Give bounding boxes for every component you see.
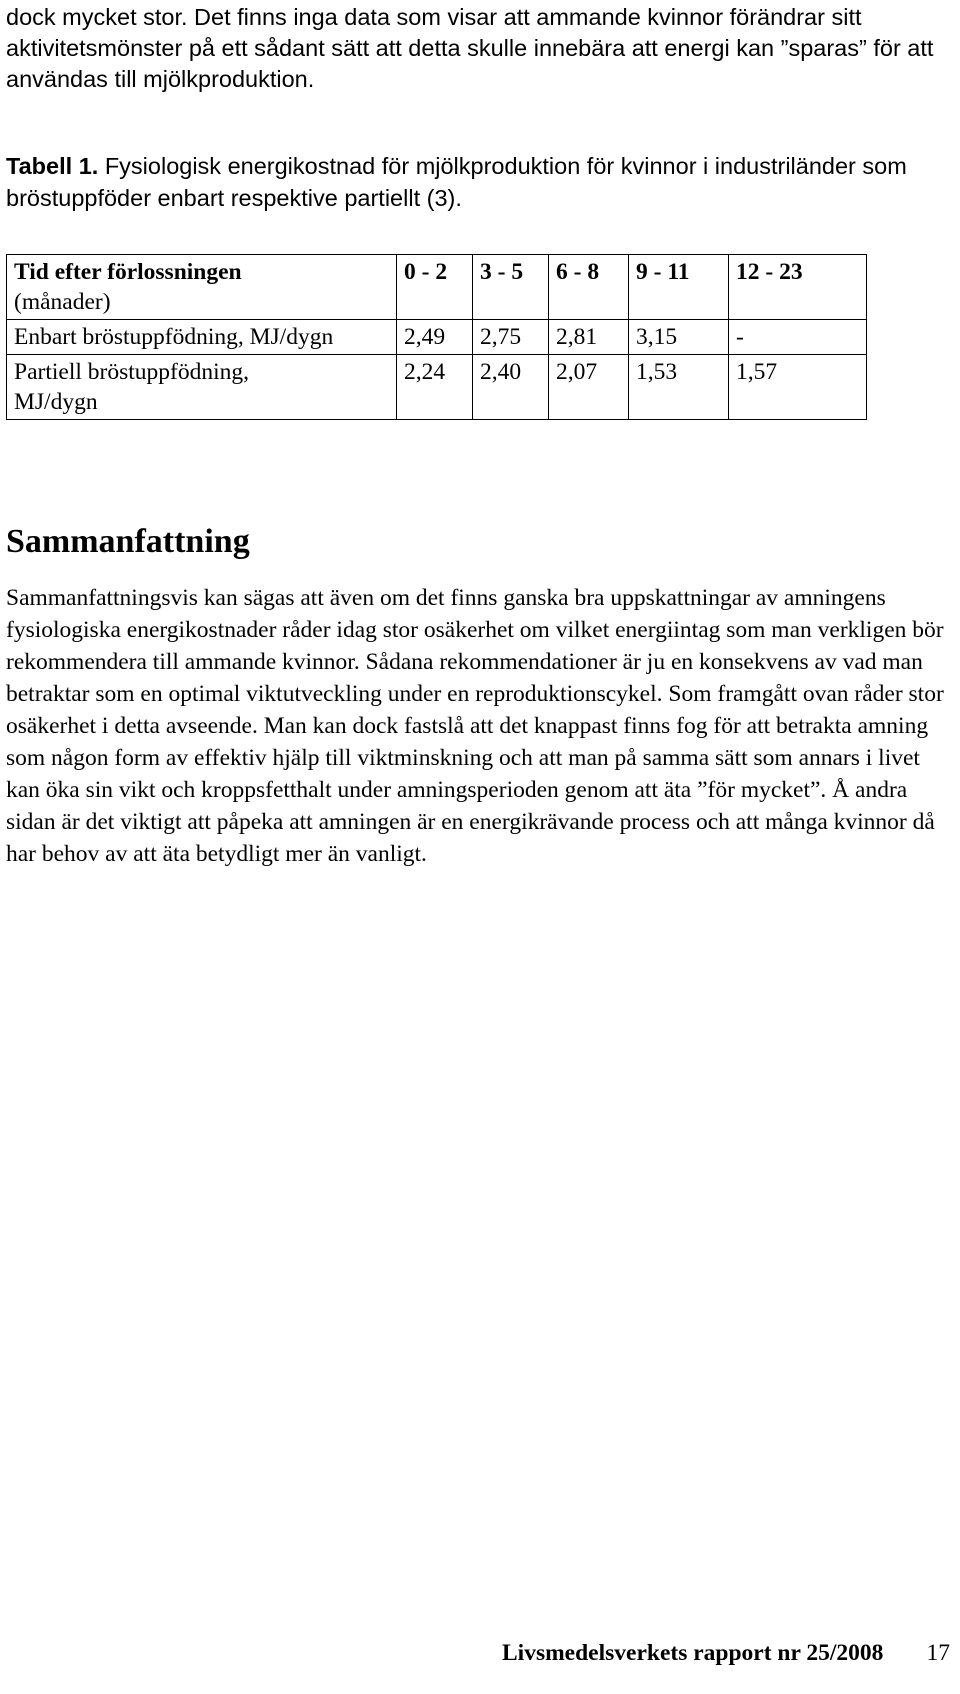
table-cell: 1,53 [629,355,729,420]
table-cell: 2,40 [473,355,549,420]
energy-cost-table [6,254,867,420]
table-cell: 2,49 [397,320,473,355]
table-cell: 2,81 [549,320,629,355]
header-column: 0 - 2 [397,255,473,320]
row-label: Enbart bröstuppfödning, MJ/dygn [7,320,397,355]
table-row [7,355,867,420]
footer-report-title: Livsmedelsverkets rapport nr 25/2008 [502,1640,884,1666]
header-column: 6 - 8 [549,255,629,320]
table-cell: - [729,320,867,355]
header-column: 12 - 23 [729,255,867,320]
table-cell: 2,75 [473,320,549,355]
intro-paragraph: dock mycket stor. Det finns inga data som visar att ammande kvinnor förändrar sitt aktivitetsmönster på ett sådant sätt att detta skulle innebära att energi kan ”sparas” för att användas till mjölkproduktion. [6,4,934,92]
header-time-label-bold: Tid efter förlossningen [14,259,242,285]
table-caption-label: Tabell 1. [6,153,99,179]
table-cell: 1,57 [729,355,867,420]
header-time-label-unit: (månader) [14,289,111,315]
table-cell: 3,15 [629,320,729,355]
header-column: 3 - 5 [473,255,549,320]
table-cell: 2,24 [397,355,473,420]
page-number: 17 [926,1640,950,1666]
table-cell: 2,07 [549,355,629,420]
summary-paragraph: Sammanfattningsvis kan sägas att även om det finns ganska bra uppskattningar av amningens fysiologiska energikostnader råder idag stor osäkerhet om vilket energiintag som man verkligen bör rekommendera till ammande kvinnor. Sådana rekommendationer är ju en konsekvens av vad man betraktar som en optimal viktutveckling under en reproduktionscykel. Som framgått ovan råder stor osäkerhet i detta avseende. Man kan dock fastslå att det knappast finns fog för att betrakta amning som någon form av effektiv hjälp till viktminskning och att man på samma sätt som annars i livet kan öka sin vikt och kroppsfetthalt under amningsperioden genom att äta ”för mycket”. Å andra sidan är det viktigt att påpeka att amningen är en energikrävande process och att många kvinnor då har behov av att äta betydligt mer än vanligt. [6,585,944,867]
header-column: 9 - 11 [629,255,729,320]
table-caption-text: Fysiologisk energikostnad för mjölkproduktion för kvinnor i industriländer som bröstuppföder enbart respektive partiellt (3). [6,153,907,211]
row-label: Partiell bröstuppfödning, MJ/dygn [7,355,397,420]
header-time-label [7,255,397,320]
section-heading: Sammanfattning [6,523,250,560]
table-caption [6,150,951,214]
table-row [7,320,867,355]
table-header-row [7,255,867,320]
